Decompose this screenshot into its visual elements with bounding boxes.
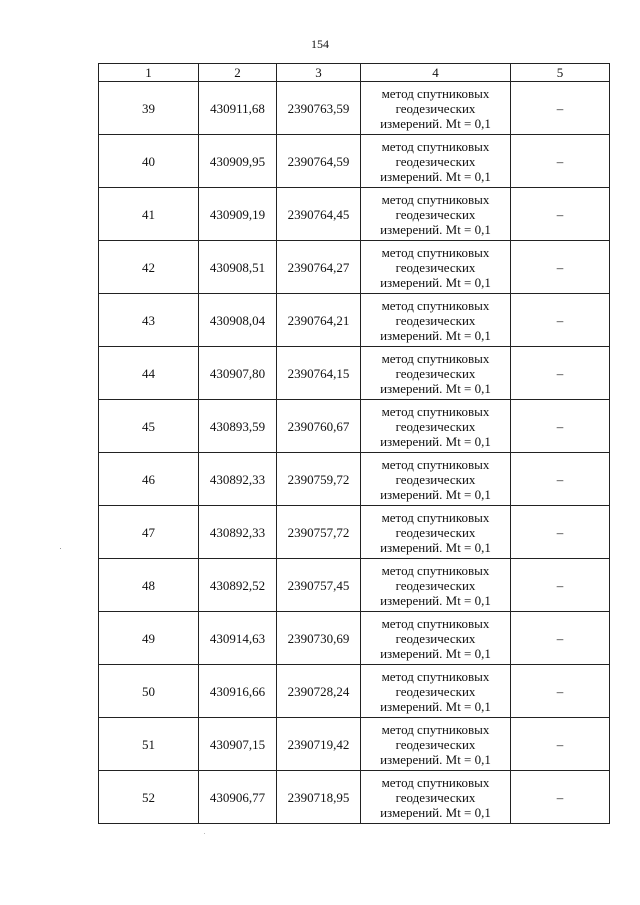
description-cell: – bbox=[511, 559, 610, 612]
point-number-cell: 41 bbox=[99, 188, 199, 241]
method-cell bbox=[361, 135, 511, 188]
table-row bbox=[99, 135, 610, 188]
x-coordinate-cell: 430908,04 bbox=[199, 294, 277, 347]
x-coordinate-cell: 430909,19 bbox=[199, 188, 277, 241]
method-text-line: геодезических bbox=[395, 259, 476, 275]
table-row bbox=[99, 665, 610, 718]
y-coordinate-cell: 2390719,42 bbox=[277, 718, 361, 771]
point-number-cell: 39 bbox=[99, 82, 199, 135]
x-coordinate-cell: 430908,51 bbox=[199, 241, 277, 294]
description-cell: – bbox=[511, 771, 610, 824]
method-text-line: измерений. Mt = 0,1 bbox=[380, 433, 491, 449]
y-coordinate-cell: 2390728,24 bbox=[277, 665, 361, 718]
table-row bbox=[99, 559, 610, 612]
method-text-line: геодезических bbox=[395, 736, 476, 752]
method-text-line: метод спутниковых bbox=[381, 774, 490, 790]
method-text-line: метод спутниковых bbox=[381, 297, 490, 313]
description-cell: – bbox=[511, 347, 610, 400]
y-coordinate-cell: 2390763,59 bbox=[277, 82, 361, 135]
point-number-cell: 49 bbox=[99, 612, 199, 665]
description-cell: – bbox=[511, 241, 610, 294]
description-cell: – bbox=[511, 135, 610, 188]
table-row bbox=[99, 718, 610, 771]
point-number-cell: 44 bbox=[99, 347, 199, 400]
table-row bbox=[99, 771, 610, 824]
scan-speck bbox=[204, 833, 205, 834]
x-coordinate-cell: 430892,52 bbox=[199, 559, 277, 612]
method-cell bbox=[361, 453, 511, 506]
table-row bbox=[99, 82, 610, 135]
x-coordinate-cell: 430909,95 bbox=[199, 135, 277, 188]
method-text-line: измерений. Mt = 0,1 bbox=[380, 115, 491, 131]
y-coordinate-cell: 2390760,67 bbox=[277, 400, 361, 453]
y-coordinate-cell: 2390757,72 bbox=[277, 506, 361, 559]
x-coordinate-cell: 430892,33 bbox=[199, 506, 277, 559]
method-text-line: геодезических bbox=[395, 683, 476, 699]
method-text-line: метод спутниковых bbox=[381, 138, 490, 154]
point-number-cell: 48 bbox=[99, 559, 199, 612]
method-text-line: геодезических bbox=[395, 100, 476, 116]
column-header: 1 bbox=[99, 64, 199, 82]
y-coordinate-cell: 2390730,69 bbox=[277, 612, 361, 665]
table-row bbox=[99, 453, 610, 506]
table-row bbox=[99, 347, 610, 400]
method-text-line: геодезических bbox=[395, 789, 476, 805]
method-text-line: измерений. Mt = 0,1 bbox=[380, 539, 491, 555]
x-coordinate-cell: 430916,66 bbox=[199, 665, 277, 718]
description-cell: – bbox=[511, 294, 610, 347]
method-text-line: измерений. Mt = 0,1 bbox=[380, 751, 491, 767]
point-number-cell: 51 bbox=[99, 718, 199, 771]
table-row bbox=[99, 188, 610, 241]
column-header: 5 bbox=[511, 64, 610, 82]
method-text-line: измерений. Mt = 0,1 bbox=[380, 168, 491, 184]
point-number-cell: 50 bbox=[99, 665, 199, 718]
method-text-line: геодезических bbox=[395, 312, 476, 328]
method-text-line: геодезических bbox=[395, 471, 476, 487]
y-coordinate-cell: 2390757,45 bbox=[277, 559, 361, 612]
y-coordinate-cell: 2390764,27 bbox=[277, 241, 361, 294]
method-cell bbox=[361, 347, 511, 400]
method-cell bbox=[361, 506, 511, 559]
method-text-line: метод спутниковых bbox=[381, 191, 490, 207]
description-cell: – bbox=[511, 453, 610, 506]
method-text-line: геодезических bbox=[395, 524, 476, 540]
method-text-line: метод спутниковых bbox=[381, 509, 490, 525]
y-coordinate-cell: 2390764,45 bbox=[277, 188, 361, 241]
method-text-line: измерений. Mt = 0,1 bbox=[380, 221, 491, 237]
method-cell bbox=[361, 294, 511, 347]
method-text-line: измерений. Mt = 0,1 bbox=[380, 380, 491, 396]
scan-speck bbox=[60, 548, 61, 549]
method-text-line: геодезических bbox=[395, 418, 476, 434]
x-coordinate-cell: 430914,63 bbox=[199, 612, 277, 665]
table-body bbox=[99, 64, 610, 824]
method-text-line: измерений. Mt = 0,1 bbox=[380, 274, 491, 290]
method-cell bbox=[361, 82, 511, 135]
x-coordinate-cell: 430892,33 bbox=[199, 453, 277, 506]
method-text-line: метод спутниковых bbox=[381, 562, 490, 578]
point-number-cell: 47 bbox=[99, 506, 199, 559]
coordinates-table bbox=[98, 63, 610, 824]
point-number-cell: 43 bbox=[99, 294, 199, 347]
y-coordinate-cell: 2390764,59 bbox=[277, 135, 361, 188]
point-number-cell: 42 bbox=[99, 241, 199, 294]
table-row bbox=[99, 612, 610, 665]
method-text-line: геодезических bbox=[395, 153, 476, 169]
method-cell bbox=[361, 559, 511, 612]
x-coordinate-cell: 430906,77 bbox=[199, 771, 277, 824]
point-number-cell: 46 bbox=[99, 453, 199, 506]
point-number-cell: 45 bbox=[99, 400, 199, 453]
method-cell bbox=[361, 718, 511, 771]
method-cell bbox=[361, 665, 511, 718]
table-row bbox=[99, 400, 610, 453]
y-coordinate-cell: 2390764,15 bbox=[277, 347, 361, 400]
x-coordinate-cell: 430907,15 bbox=[199, 718, 277, 771]
y-coordinate-cell: 2390759,72 bbox=[277, 453, 361, 506]
method-text-line: измерений. Mt = 0,1 bbox=[380, 327, 491, 343]
method-text-line: метод спутниковых bbox=[381, 350, 490, 366]
description-cell: – bbox=[511, 188, 610, 241]
method-text-line: измерений. Mt = 0,1 bbox=[380, 698, 491, 714]
method-text-line: геодезических bbox=[395, 365, 476, 381]
description-cell: – bbox=[511, 612, 610, 665]
method-text-line: геодезических bbox=[395, 630, 476, 646]
description-cell: – bbox=[511, 400, 610, 453]
method-cell bbox=[361, 400, 511, 453]
x-coordinate-cell: 430911,68 bbox=[199, 82, 277, 135]
table-header-row bbox=[99, 64, 610, 82]
point-number-cell: 40 bbox=[99, 135, 199, 188]
point-number-cell: 52 bbox=[99, 771, 199, 824]
method-text-line: метод спутниковых bbox=[381, 721, 490, 737]
method-cell bbox=[361, 612, 511, 665]
description-cell: – bbox=[511, 82, 610, 135]
description-cell: – bbox=[511, 506, 610, 559]
method-text-line: метод спутниковых bbox=[381, 668, 490, 684]
table-row bbox=[99, 241, 610, 294]
method-text-line: метод спутниковых bbox=[381, 244, 490, 260]
x-coordinate-cell: 430893,59 bbox=[199, 400, 277, 453]
column-header: 3 bbox=[277, 64, 361, 82]
method-text-line: метод спутниковых bbox=[381, 403, 490, 419]
x-coordinate-cell: 430907,80 bbox=[199, 347, 277, 400]
method-text-line: геодезических bbox=[395, 577, 476, 593]
column-header: 2 bbox=[199, 64, 277, 82]
column-header: 4 bbox=[361, 64, 511, 82]
method-text-line: измерений. Mt = 0,1 bbox=[380, 645, 491, 661]
method-text-line: метод спутниковых bbox=[381, 615, 490, 631]
table-row bbox=[99, 294, 610, 347]
description-cell: – bbox=[511, 718, 610, 771]
method-text-line: геодезических bbox=[395, 206, 476, 222]
method-text-line: метод спутниковых bbox=[381, 456, 490, 472]
method-text-line: измерений. Mt = 0,1 bbox=[380, 804, 491, 820]
method-cell bbox=[361, 188, 511, 241]
method-cell bbox=[361, 771, 511, 824]
method-text-line: метод спутниковых bbox=[381, 85, 490, 101]
method-text-line: измерений. Mt = 0,1 bbox=[380, 486, 491, 502]
description-cell: – bbox=[511, 665, 610, 718]
table-row bbox=[99, 506, 610, 559]
method-cell bbox=[361, 241, 511, 294]
page-number: 154 bbox=[311, 37, 329, 51]
y-coordinate-cell: 2390764,21 bbox=[277, 294, 361, 347]
y-coordinate-cell: 2390718,95 bbox=[277, 771, 361, 824]
method-text-line: измерений. Mt = 0,1 bbox=[380, 592, 491, 608]
